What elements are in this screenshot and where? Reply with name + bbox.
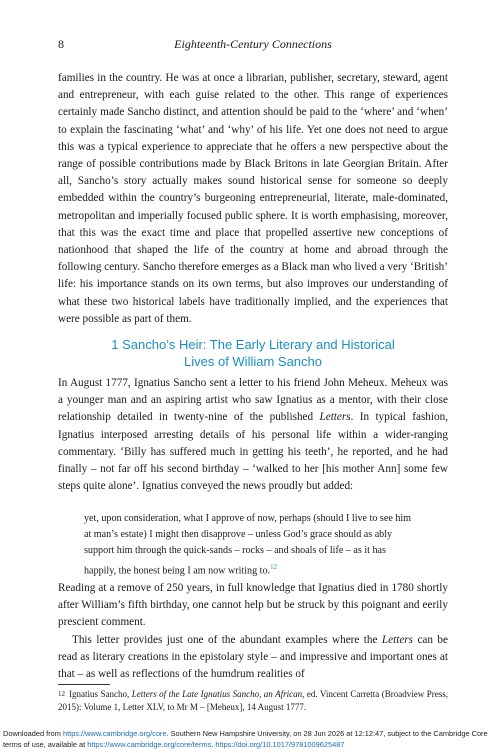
terms-link[interactable]: https://www.cambridge.org/core/terms: [87, 740, 212, 749]
section-heading: [58, 336, 448, 370]
download-text-2: . Southern New Hampshire University, on 28 Jun 2026 at 12:12:47, subject to the Cambridge Core terms of use, available at: [3, 729, 488, 749]
footnote-rest: , ed. Vincent Carretta (Broadview Press, 2015): Volume 1, Letter XLV, to Mr M – [Meheux], 14 August 1777.: [58, 689, 448, 712]
paragraph-2: [58, 375, 448, 495]
download-text-1: Downloaded from: [3, 729, 63, 738]
block-quote-text: yet, upon consideration, what I approve of now, perhaps (should I live to see him at man’s estate) I might then disapprove – unless God’s grace should as ably support him through the quick-sands – rocks – and shoals of life – as it has happily, the honest being I am now writing to.: [84, 513, 412, 577]
footnote-lead: Ignatius Sancho,: [69, 689, 132, 699]
footnote-number: 12: [58, 690, 65, 698]
block-quote: [84, 511, 414, 579]
footnote-12: [58, 688, 448, 713]
running-title: Eighteenth-Century Connections: [174, 37, 332, 51]
footnote-book-title: Letters of the Late Ignatius Sancho, an African: [131, 689, 303, 699]
download-text-3: .: [211, 740, 216, 749]
doi-link[interactable]: https://doi.org/10.1017/9781009625487: [215, 740, 345, 749]
footnote-reference-12[interactable]: 12: [270, 563, 278, 571]
download-notice: [3, 728, 497, 750]
paragraph-3-text: Reading at a remove of 250 years, in full knowledge that Ignatius died in 1780 shortly after William’s fifth birthday, one cannot help but be struck by this poignant and eerily prescient comment.: [58, 582, 448, 629]
footnote-rule: [58, 684, 110, 685]
paragraph-4-part-2: can be read as literary creations in the epistolary style – and impressive and important ones at that – as well as reflections of the humdrum realities of: [58, 634, 448, 681]
page-number: 8: [58, 37, 64, 51]
paragraph-4: [58, 632, 448, 684]
letters-title: Letters: [319, 411, 351, 424]
letters-title-2: Letters: [381, 634, 413, 646]
paragraph-3: [58, 580, 448, 632]
section-heading-line-2: Lives of William Sancho: [184, 354, 322, 369]
paragraph-2-text: [58, 375, 448, 495]
paragraph-2-part-2: . In typical fashion, Ignatius interposed arresting details of his personal life within a wider-ranging commentary. ‘Billy has suffered much in getting his teeth’, he reported, and he had finally – not far off his second birthday – ‘walked to her [his mother Ann] some few steps quite alone’. Ignatius conveyed the news proudly but added:: [58, 411, 448, 493]
paragraph-2-part-1: In August 1777, Ignatius Sancho sent a letter to his friend John Meheux. Meheux was a younger man and an aspiring artist who saw Ignatius as a mentor, with their close relationship detailed in twenty-nine of the published: [58, 377, 448, 424]
paragraph-1: [58, 70, 448, 328]
section-heading-line-1: 1 Sancho’s Heir: The Early Literary and Historical: [111, 337, 395, 352]
cambridge-core-link[interactable]: https://www.cambridge.org/core: [62, 729, 167, 738]
paragraph-4-part-1: This letter provides just one of the abundant examples where the: [72, 634, 382, 646]
paragraph-4-text: [58, 632, 448, 684]
paragraph-1-text: families in the country. He was at once a librarian, publisher, secretary, steward, agent and entrepreneur, with each guise related to the other. This range of experiences certainly made Sancho distinct, and attention should be paid to the ‘where’ and ‘when’ to explain the fascinating ‘what’ and ‘why’ of his life. Yet one does not need to argue this was a typical experience to appreciate that he offers a new perspective about the range of possible contributions made by Black Britons in late Georgian Britain. After all, Sancho’s story actually makes sound historical sense for someone so deeply embedded within the country’s burgeoning entrepreneurial, literate, male-dominated, metropolitan and imperially focused public sphere. It is worth emphasising, moreover, that this was the exact time and place that propelled assertive new conceptions of nationhood that shaped the life of the country at home and abroad through the following century. Sancho therefore emerges as a Black man who lived a very ‘British’ life: his importance stands on its own terms, but also improves our understanding of what these two historical labels have traditionally implied, and the experiences that were possible as part of them.: [58, 72, 448, 325]
running-head: [58, 37, 448, 53]
